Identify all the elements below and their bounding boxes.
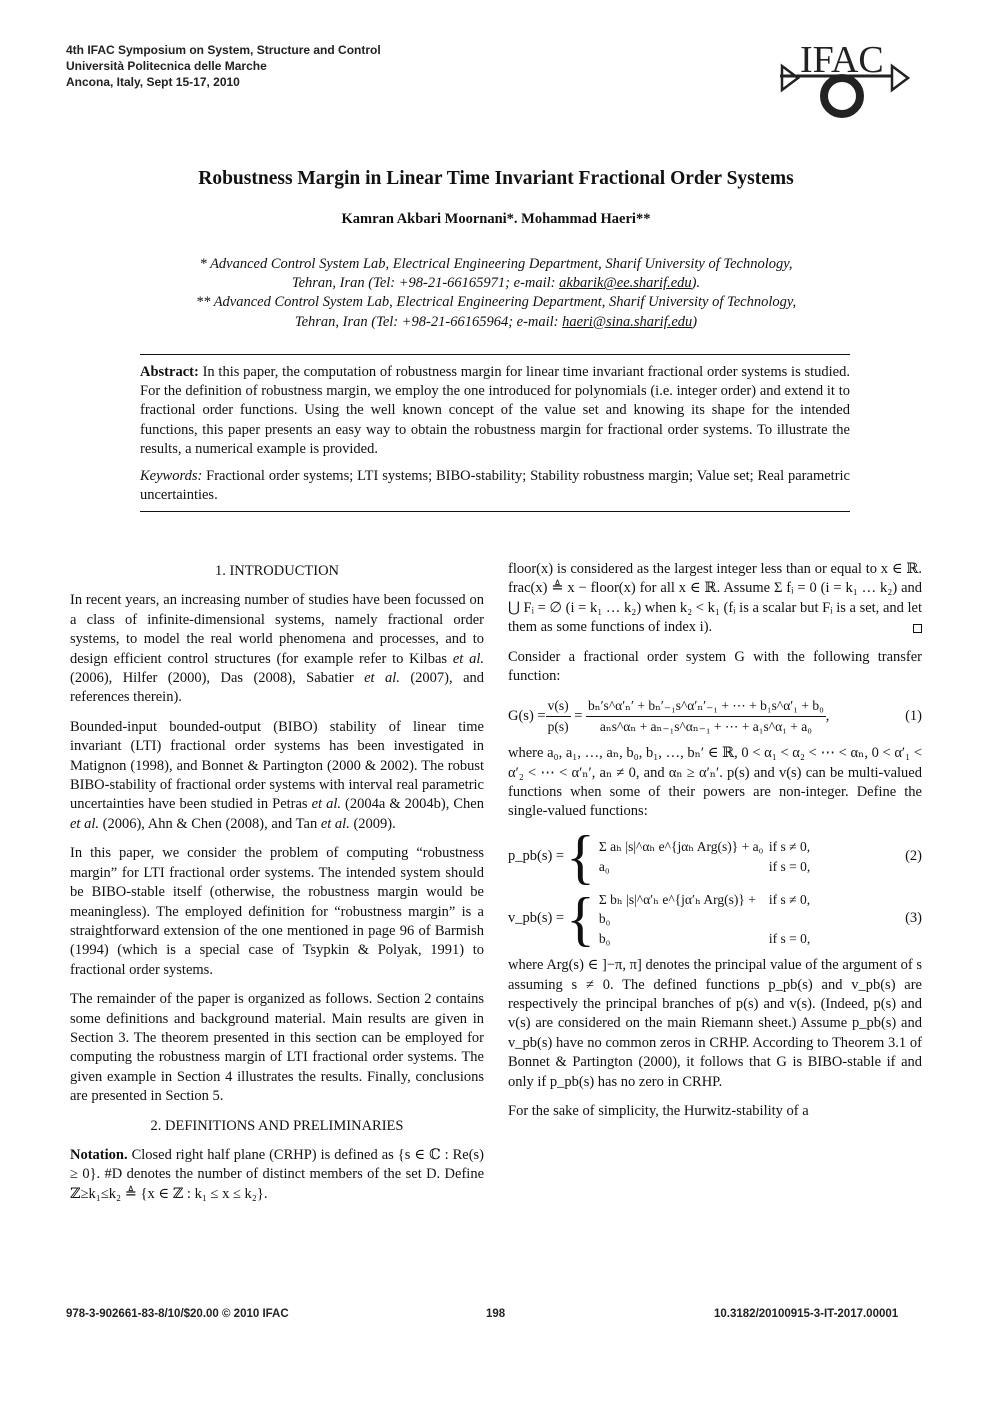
section-heading-definitions: 2. DEFINITIONS AND PRELIMINARIES	[150, 1117, 404, 1134]
left-column	[70, 560, 484, 1214]
hurwitz-paragraph-start: For the sake of simplicity, the Hurwitz-stability of a	[508, 1102, 809, 1119]
footer-page-number: 198	[486, 1308, 506, 1320]
affiliation-2-line-2: Tehran, Iran (Tel: +98-21-66165964; e-mail: haeri@sina.sharif.edu)	[294, 313, 698, 330]
end-of-definition-mark	[913, 624, 922, 633]
keywords-text: Fractional order systems; LTI systems; BIBO-stability; Stability robustness margin; Value set; Real parametric uncertainties.	[140, 468, 850, 504]
ifac-logo-text: IFAC	[800, 39, 884, 81]
conference-line-3: Ancona, Italy, Sept 15-17, 2010	[66, 75, 240, 89]
system-intro-paragraph: Consider a fractional order system G with the following transfer function:	[508, 648, 922, 685]
keywords-label: Keywords:	[140, 468, 203, 485]
equation-1: G(s) = $\frac{v(s)}{p(s)}$ = $\frac{\text{bₙ′s\textasciicircum{}α′ₙ′ + bₙ′₋₁s\textasciicircum{}α′ₙ′₋₁ + ⋯ + b₁s\textasciicircum{}α′₁ + b₀}}{\text{aₙs\textasciicircum{}αₙ + aₙ₋₁s\textasciicircum{}αₙ₋₁ + ⋯ + a₁s\textasciicircum{}α₁ + a₀}}$ , (1)	[508, 698, 922, 734]
conference-line-1: 4th IFAC Symposium on System, Structure and Control	[66, 43, 381, 57]
affiliation-1-line-1: * Advanced Control System Lab, Electrical Engineering Department, Sharif University of Technology,	[199, 256, 793, 272]
equation-3-number: (3)	[905, 910, 922, 927]
intro-paragraph-3: In this paper, we consider the problem of computing “robustness margin” for LTI fractional order systems. The intended system should be BIBO-stable itself (otherwise, the robustness margin would be meaningless). The employed definition for “robustness margin” is a straightforward extension of the one mentioned in page 96 of Barmish (1994) (which is a special case of Tsypkin & Polyak, 1991) to fractional order systems.	[70, 845, 484, 978]
notation-paragraph: Notation. Closed right half plane (CRHP) is defined as {s ∈ ℂ : Re(s) ≥ 0}. #D denotes the number of distinct members of the set D. Define ℤ≥k₁≤k₂ ≜ {x ∈ ℤ : k₁ ≤ x ≤ k₂}.	[70, 1146, 485, 1202]
floor-definition-paragraph: floor(x) is considered as the largest integer less than or equal to x ∈ ℝ. frac(x) ≜ x − floor(x) for all x ∈ ℝ. Assume Σ fᵢ = 0 (i = k₁ … k₂) and ⋃ Fᵢ = ∅ (i = k₁ … k₂) when k₂ < k₁ (fᵢ is a scalar but Fᵢ is a set, and let them as some functions of index i).	[508, 561, 923, 636]
principal-branch-paragraph: where Arg(s) ∈ ]−π, π] denotes the principal value of the argument of s assuming s ≠ 0. The defined functions p_pb(s) and v_pb(s) are respectively the principal branches of p(s) and v(s). (Indeed, p(s) and v(s) are considered on the main Riemann sheet.) Assume p_pb(s) and v_pb(s) have no common zeros in CRHP. According to Theorem 3.1 of Bonnet & Partington (2000), it follows that G is BIBO-stable if and only if p_pb(s) has no zero in CRHP.	[508, 957, 922, 1090]
keywords-paragraph	[140, 467, 850, 505]
affiliations	[120, 255, 872, 332]
eq1-lhs: G(s) =	[508, 707, 546, 724]
right-column	[508, 560, 922, 1131]
abstract-paragraph	[140, 363, 850, 459]
equation-3: v_pb(s) = { Σ bₕ |s|^α′ₕ e^{jα′ₕ Arg(s)} + b₀ if s ≠ 0, b₀ if s = 0, (3)	[508, 885, 922, 952]
affiliation-2-line-1: ** Advanced Control System Lab, Electrical Engineering Department, Sharif University of Technology,	[195, 294, 797, 311]
coefficients-paragraph: where a₀, a₁, …, aₙ, b₀, b₁, …, bₙ′ ∈ ℝ, 0 < α₁ < α₂ < ⋯ < αₙ, 0 < α′₁ < α′₂ < ⋯ < α′ₙ′, aₙ ≠ 0, and αₙ ≥ α′ₙ′. p(s) and v(s) can be multi-valued functions when some of their powers are non-integer. Define the single-valued functions:	[508, 745, 922, 820]
equation-2-number: (2)	[905, 848, 922, 865]
intro-paragraph-1: In recent years, an increasing number of studies have been focussed on a class of infinite-dimensional systems, namely fractional order systems, to model the real world phenomena and processes, and to design efficient control structures (for example refer to Kilbas et al. (2006), Hilfer (2000), Das (2008), Sabatier et al. (2007), and references therein).	[70, 592, 485, 706]
abstract-label: Abstract:	[140, 364, 199, 380]
affiliation-1-line-2: Tehran, Iran (Tel: +98-21-66165971; e-mail: akbarik@ee.sharif.edu).	[291, 275, 701, 292]
section-heading-introduction: 1. INTRODUCTION	[214, 563, 340, 579]
conference-header	[66, 42, 381, 90]
email-link-2[interactable]: haeri@sina.sharif.edu	[562, 313, 693, 330]
intro-paragraph-2: Bounded-input bounded-output (BIBO) stability of linear time invariant (LTI) fractional order systems has been investigated in Matignon (1998), and Bonnet & Partington (2000 & 2002). The robust BIBO-stability of fractional order systems with interval real parametric uncertainties have been studied in Petras et al. (2004a & 2004b), Chen et al. (2006), Ahn & Chen (2008), and Tan et al. (2009).	[70, 718, 484, 832]
paper-title: Robustness Margin in Linear Time Invariant Fractional Order Systems	[198, 168, 794, 189]
equation-2: p_pb(s) = { Σ aₕ |s|^αₕ e^{jαₕ Arg(s)} + a₀ if s ≠ 0, a₀ if s = 0, (2)	[508, 823, 922, 890]
footer-isbn: 978-3-902661-83-8/10/$20.00 © 2010 IFAC	[66, 1308, 289, 1320]
paper-authors: Kamran Akbari Moornani*. Mohammad Haeri**	[341, 211, 651, 227]
abstract-box	[140, 354, 850, 512]
footer-doi: 10.3182/20100915-3-IT-2017.00001	[714, 1308, 899, 1320]
conference-line-2: Università Politecnica delle Marche	[66, 59, 267, 73]
ifac-logo	[774, 36, 914, 126]
abstract-text: In this paper, the computation of robustness margin for linear time invariant fractional order systems is studied. For the definition of robustness margin, we employ the one introduced for polynomials (i.e. integer order) and extend it to fractional order functions. Using the well known concept of the value set and knowing its shape for the intended functions, this paper presents an easy way to obtain the robustness margin for fractional order systems. To illustrate the results, a numerical example is provided.	[140, 364, 850, 457]
email-link-1[interactable]: akbarik@ee.sharif.edu	[559, 275, 692, 292]
equation-1-number: (1)	[905, 707, 922, 724]
intro-paragraph-4: The remainder of the paper is organized as follows. Section 2 contains some definitions and background material. Main results are given in Section 3. The theorem presented in this section can be employed for computing the robustness margin of LTI fractional order systems. The given example in Section 4 illustrates the results. Finally, conclusions are presented in Section 5.	[70, 991, 484, 1105]
